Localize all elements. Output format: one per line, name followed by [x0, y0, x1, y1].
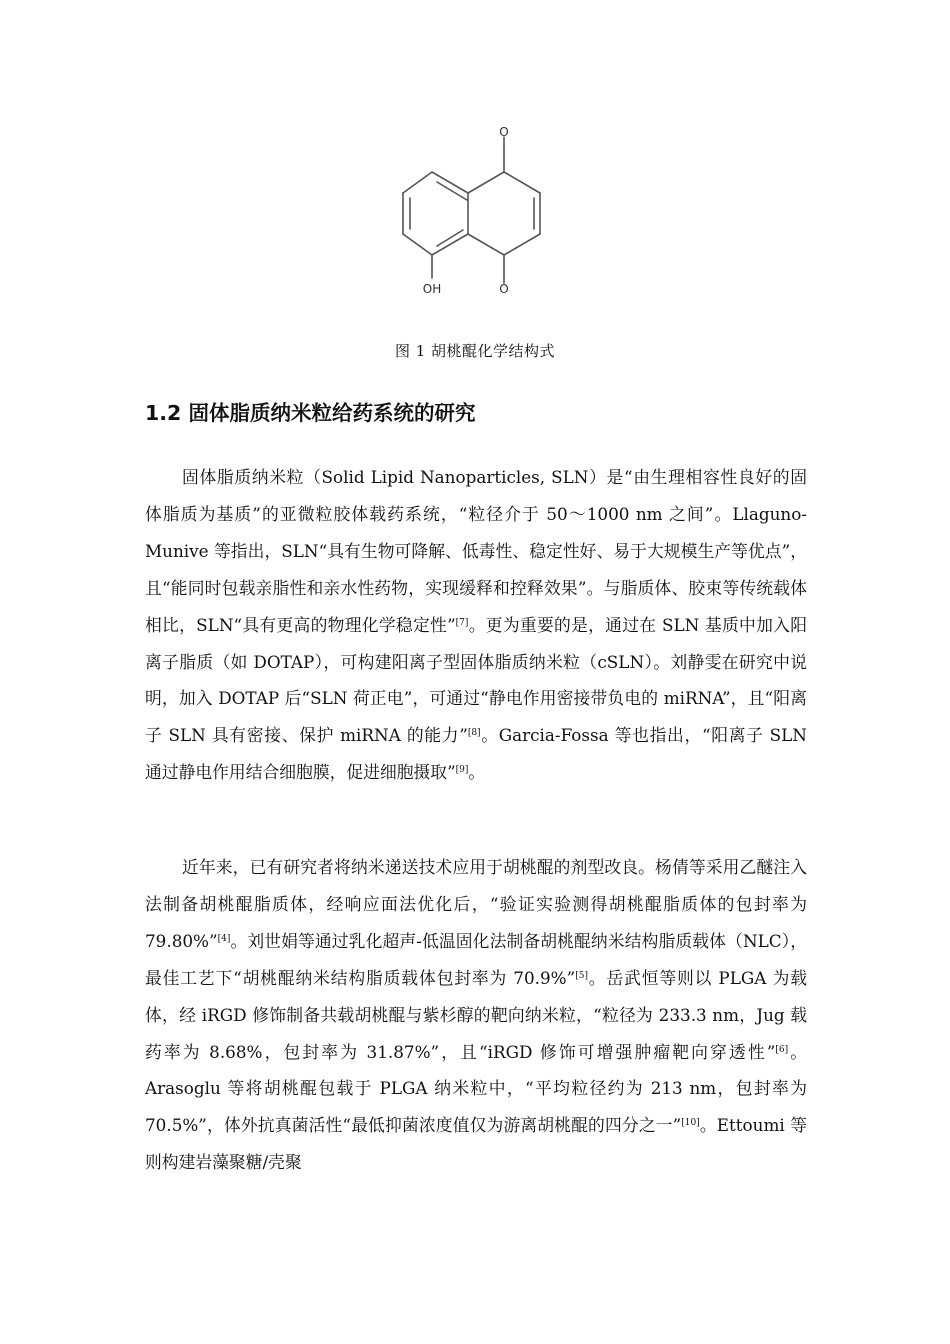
- paragraph-text: 。Ettoumi 等则构建岩藻聚糖/壳聚: [145, 1115, 807, 1173]
- citation-ref: [6]: [775, 1044, 789, 1055]
- juglone-structure-figure: [395, 118, 555, 300]
- oxygen-bottom-label: O: [499, 282, 509, 296]
- paragraph-text: 近年来，已有研究者将纳米递送技术应用于胡桃醌的剂型改良。杨倩等采用乙醚注入法制备胡桃醌脂质体，经响应面法优化后，“验证实验测得胡桃醌脂质体的包封率为 79.80%”: [145, 857, 807, 951]
- juglone-structure-diagram: [395, 118, 555, 300]
- paragraph-text: 。Garcia-Fossa 等也指出，“阳离子 SLN 通过静电作用结合细胞膜，促进细胞摄取”: [145, 725, 807, 783]
- paragraph-1: [145, 459, 807, 791]
- paragraph-text: 。刘世娟等通过乳化超声-低温固化法制备胡桃醌纳米结构脂质载体（NLC），最佳工艺下“胡桃醌纳米结构脂质载体包封率为 70.9%”: [145, 930, 807, 988]
- aromatic-inner-bond: [437, 182, 467, 200]
- bond: [403, 234, 432, 255]
- citation-ref: [10]: [681, 1118, 700, 1129]
- citation-ref: [7]: [455, 617, 469, 628]
- hydroxyl-label: OH: [422, 282, 442, 296]
- paragraph-text: 。: [468, 762, 486, 783]
- paragraph-text: 。更为重要的是，通过在 SLN 基质中加入阳离子脂质（如 DOTAP），可构建阳离子型固体脂质纳米粒（cSLN）。刘静雯在研究中说明，加入 DOTAP 后“SLN 荷正电”，可通过“静电作用密接带负电的 miRNA”，且“阳离子 SLN 具有密接、保护 miRNA 的能力”: [145, 614, 807, 746]
- paragraph-text: 。Arasoglu 等将胡桃醌包载于 PLGA 纳米粒中，“平均粒径约为 213 nm，包封率为 70.5%”，体外抗真菌活性“最低抑菌浓度值仅为游离胡桃醌的四分之一”: [145, 1041, 807, 1136]
- citation-ref: [4]: [217, 933, 231, 944]
- bond: [504, 172, 540, 193]
- figure-caption: 图 1 胡桃醌化学结构式: [394, 342, 556, 360]
- paragraph-text: 固体脂质纳米粒（Solid Lipid Nanoparticles, SLN）是“由生理相容性良好的固体脂质为基质”的亚微粒胶体载药系统，“粒径介于 50～1000 nm 之间”。Llaguno-Munive 等指出，SLN“具有生物可降解、低毒性、稳定性好、易于大规模生产等优点”，且“能同时包载亲脂性和亲水性药物，实现缓释和控释效果”。与脂质体、胶束等传统载体相比，SLN“具有更高的物理化学稳定性”: [145, 467, 807, 635]
- citation-ref: [8]: [467, 728, 481, 739]
- paragraph-2: [145, 849, 807, 1181]
- citation-ref: [5]: [575, 970, 588, 981]
- bond: [468, 234, 504, 255]
- bond: [403, 172, 432, 193]
- paragraph-text: 。岳武恒等则以 PLGA 为载体，经 iRGD 修饰制备共载胡桃醌与紫杉醇的靶向纳米粒，“粒径为 233.3 nm，Jug 载药率为 8.68%，包封率为 31.87%”，且“iRGD 修饰可增强肿瘤靶向穿透性”: [145, 967, 807, 1062]
- section-title: 1.2 固体脂质纳米粒给药系统的研究: [145, 401, 476, 425]
- bond: [504, 234, 540, 255]
- oxygen-top-label: O: [499, 125, 509, 139]
- bond: [468, 172, 504, 193]
- citation-ref: [9]: [455, 765, 469, 776]
